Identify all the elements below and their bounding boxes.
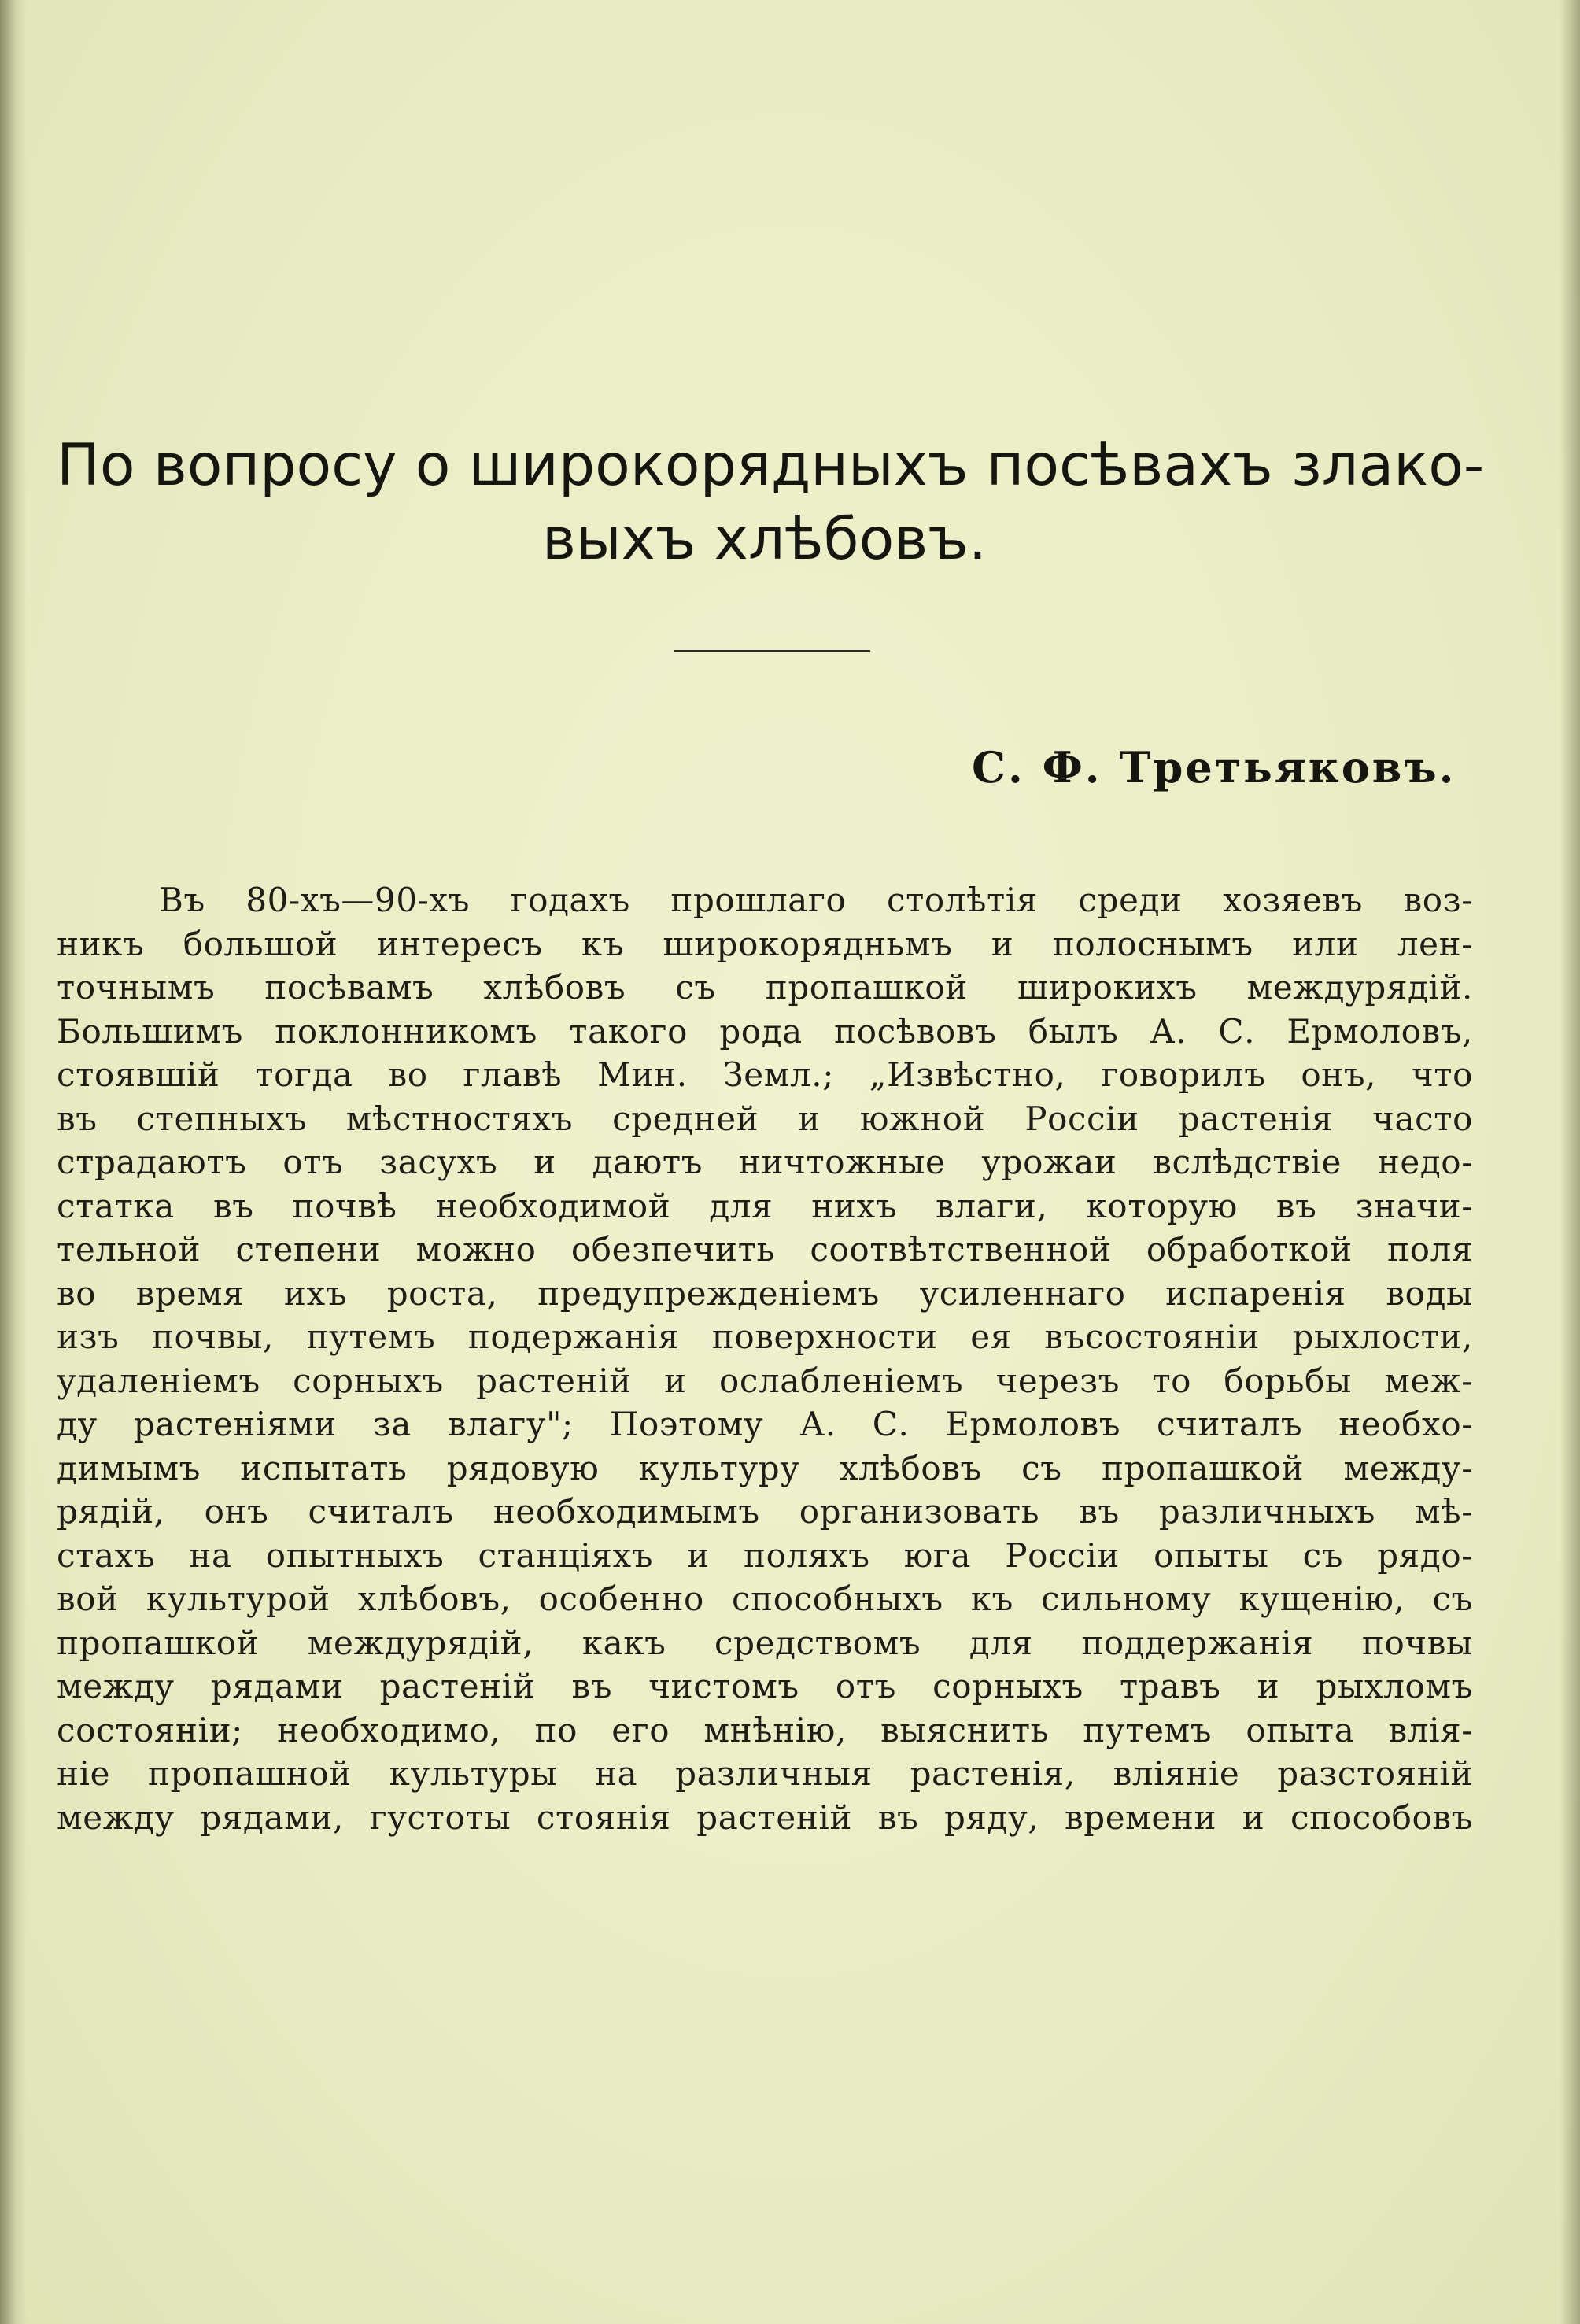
body-line: во время ихъ роста, предупрежденіемъ усиленнаго испаренія воды (57, 1273, 1473, 1313)
body-line: стоявшій тогда во главѣ Мин. Земл.; „Извѣстно, говорилъ онъ, что (57, 1055, 1473, 1094)
body-line: между рядами растеній въ чистомъ отъ сорныхъ травъ и рыхломъ (57, 1667, 1473, 1705)
body-line: между рядами, густоты стоянія растеній въ ряду, времени и способовъ (57, 1797, 1473, 1837)
body-line: Большимъ поклонникомъ такого рода посѣвовъ былъ А. С. Ермоловъ, (57, 1011, 1473, 1051)
body-line: пропашкой междурядій, какъ средствомъ для поддержанія почвы (57, 1623, 1473, 1662)
body-line: тельной степени можно обезпечить соотвѣтственной обработкой поля (57, 1230, 1473, 1269)
body-line: ду растеніями за влагу"; Поэтому А. С. Ермоловъ считалъ необхо- (57, 1405, 1473, 1443)
article-body (57, 878, 1473, 1839)
body-line: рядій, онъ считалъ необходимымъ организовать въ различныхъ мѣ- (57, 1492, 1473, 1531)
article-title-line-2: выхъ хлѣбовъ. (542, 506, 988, 573)
page-edge-shadow-right (1560, 0, 1580, 2324)
article-title (57, 429, 1489, 577)
body-line: состояніи; необходимо, по его мнѣнію, выяснить путемъ опыта влія- (57, 1710, 1473, 1749)
body-line: никъ большой интересъ къ широкорядньмъ и полоснымъ или лен- (57, 924, 1473, 963)
body-line: вой культурой хлѣбовъ, особенно способныхъ къ сильному кущенію, съ (57, 1580, 1473, 1618)
body-line: въ степныхъ мѣстностяхъ средней и южной Россіи растенія часто (57, 1099, 1473, 1138)
body-line: статка въ почвѣ необходимой для нихъ влаги, которую въ значи- (57, 1186, 1473, 1225)
body-line: точнымъ посѣвамъ хлѣбовъ съ пропашкой широкихъ междурядій. (57, 968, 1473, 1007)
body-line: изъ почвы, путемъ подержанія поверхности ея въсостояніи рыхлости, (57, 1317, 1473, 1356)
article-title-line-1: По вопросу о широкорядныхъ посѣвахъ злако- (57, 432, 1485, 499)
body-line: димымъ испытать рядовую культуру хлѣбовъ съ пропашкой между- (57, 1448, 1473, 1487)
body-line: стахъ на опытныхъ станціяхъ и поляхъ юга Россіи опыты съ рядо- (57, 1535, 1473, 1575)
body-line: страдаютъ отъ засухъ и даютъ ничтожные урожаи вслѣдствіе недо- (57, 1143, 1473, 1181)
page-edge-shadow-left (0, 0, 27, 2324)
body-line: ніе пропашной культуры на различныя растенія, вліяніе разстояній (57, 1754, 1473, 1793)
body-line: Въ 80-хъ—90-хъ годахъ прошлаго столѣтія среди хозяевъ воз- (159, 881, 1473, 919)
body-line: удаленіемъ сорныхъ растеній и ослабленіемъ черезъ то борьбы меж- (57, 1361, 1473, 1400)
title-divider (674, 650, 870, 652)
author-name: С. Ф. Третьяковъ. (972, 742, 1456, 793)
